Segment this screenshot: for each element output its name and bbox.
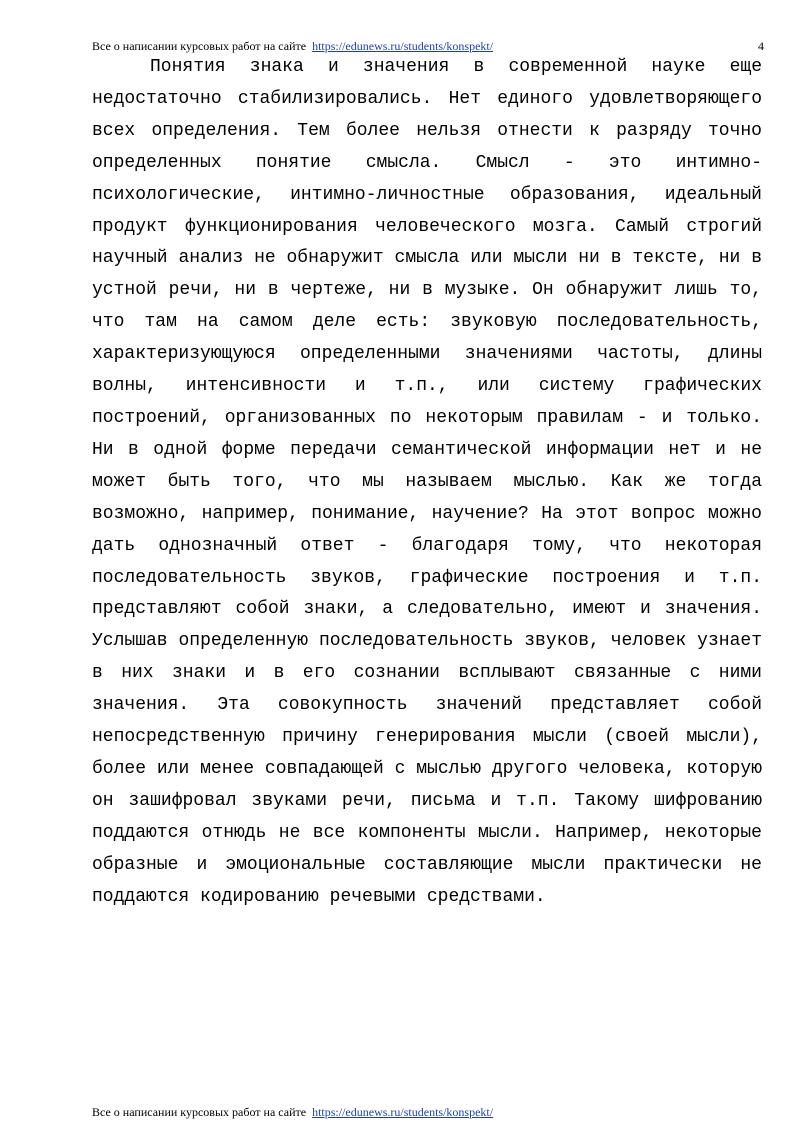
page-footer — [92, 1103, 493, 1121]
footer-link[interactable]: https://edunews.ru/students/konspekt/ — [312, 1105, 494, 1119]
header-link[interactable]: https://edunews.ru/students/konspekt/ — [312, 39, 494, 53]
page-number: 4 — [758, 39, 764, 53]
header-site-text: Все о написании курсовых работ на сайте — [92, 39, 307, 53]
footer-site-text: Все о написании курсовых работ на сайте — [92, 1105, 307, 1119]
body-paragraph: Понятия знака и значения в современной науке еще недостаточно стабилизировались. Нет единого удовлетворяющего всех определения. Тем более нельзя отнести к разряду точно определенных понятие смысла. Смысл - это интимно-психологические, интимно-личностные образования, идеальный продукт функционирования человеческого мозга. Самый строгий научный анализ не обнаружит смысла или мысли ни в тексте, ни в устной речи, ни в чертеже, ни в музыке. Он обнаружит лишь то, что там на самом деле есть: звуковую последовательность, характеризующуюся определенными значениями частоты, длины волны, интенсивности и т.п., или систему графических построений, организованных по некоторым правилам - и только. Ни в одной форме передачи семантической информации нет и не может быть того, что мы называем мыслью. Как же тогда возможно, например, понимание, научение? На этот вопрос можно дать однозначный ответ - благодаря тому, что некоторая последовательность звуков, графические построения и т.п. представляют собой знаки, а следовательно, имеют и значения. Услышав определенную последовательность звуков, человек узнает в них знаки и в его сознании всплывают связанные с ними значения. Эта совокупность значений представляет собой непосредственную причину генерирования мысли (своей мысли), более или менее совпадающей с мыслью другого человека, которую он зашифровал звуками речи, письма и т.п. Такому шифрованию поддаются отнюдь не все компоненты мысли. Например, некоторые образные и эмоциональные составляющие мысли практически не поддаются кодированию речевыми средствами. — [92, 57, 762, 907]
